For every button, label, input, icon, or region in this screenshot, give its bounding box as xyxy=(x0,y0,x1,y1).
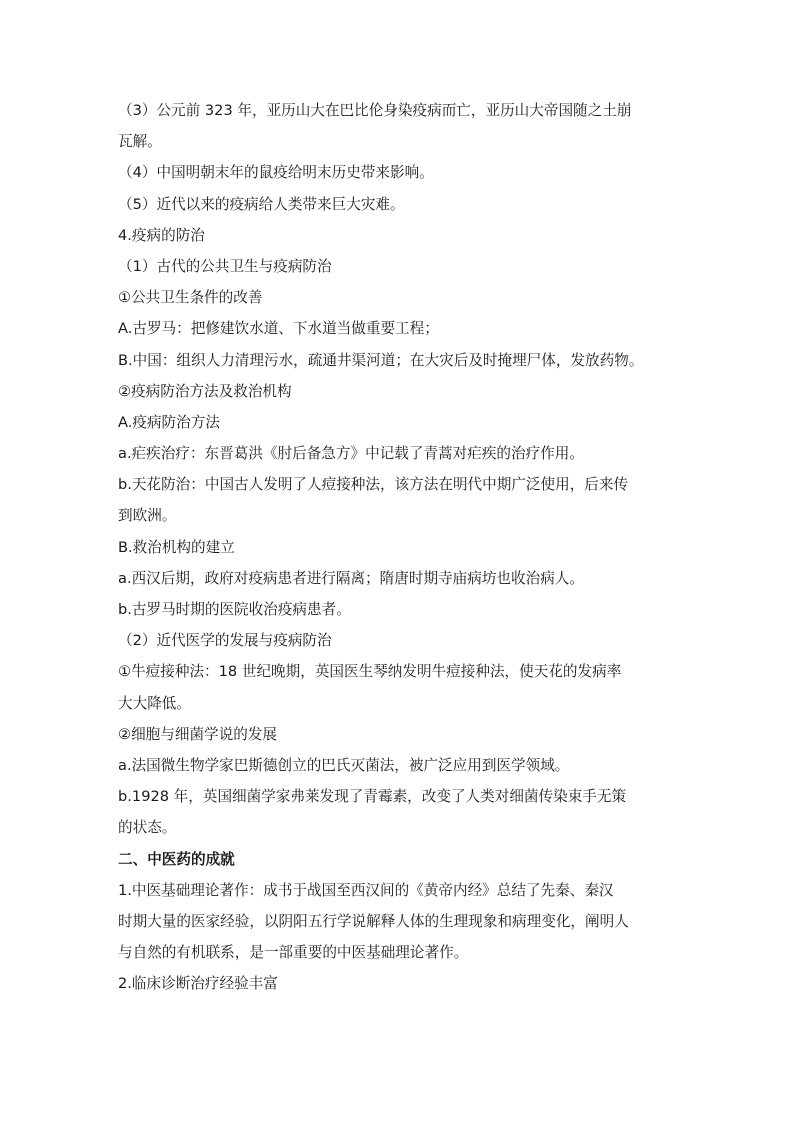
text-line: B.中国：组织人力清理污水，疏通井渠河道；在大灾后及时掩埋尸体，发放药物。 xyxy=(118,351,644,369)
text-line: 瓦解。 xyxy=(118,133,162,151)
text-line: （5）近代以来的疫病给人类带来巨大灾难。 xyxy=(118,195,405,213)
text-line: （3）公元前 323 年，亚历山大在巴比伦身染疫病而亡，亚历山大帝国随之土崩 xyxy=(118,102,632,119)
text-line: 1.中医基础理论著作：成书于战国至西汉间的《黄帝内经》总结了先秦、秦汉 xyxy=(118,881,614,899)
text-line: ①牛痘接种法：18 世纪晚期，英国医生琴纳发明牛痘接种法，使天花的发病率 xyxy=(118,663,622,681)
text-line: a.法国微生物学家巴斯德创立的巴氏灭菌法，被广泛应用到医学领域。 xyxy=(118,756,570,774)
text-line: 大大降低。 xyxy=(118,694,191,712)
text-line: 与自然的有机联系，是一部重要的中医基础理论著作。 xyxy=(118,944,469,962)
text-line: A.疫病防治方法 xyxy=(118,413,220,431)
text-line: b.天花防治：中国古人发明了人痘接种法，该方法在明代中期广泛使用，后来传 xyxy=(118,476,629,494)
text-line: a.西汉后期，政府对疫病患者进行隔离；隋唐时期寺庙病坊也收治病人。 xyxy=(118,569,584,587)
text-line: B.救治机构的建立 xyxy=(118,538,235,556)
text-line: 2.临床诊断治疗经验丰富 xyxy=(118,975,278,993)
text-line: ②细胞与细菌学说的发展 xyxy=(118,725,278,743)
section-heading: 二、中医药的成就 xyxy=(118,850,235,868)
text-line: （4）中国明朝末年的鼠疫给明末历史带来影响。 xyxy=(118,164,434,182)
document-body xyxy=(118,95,678,999)
text-line: （1）古代的公共卫生与疫病防治 xyxy=(118,257,332,275)
text-line: （2）近代医学的发展与疫病防治 xyxy=(118,632,332,650)
text-line: A.古罗马：把修建饮水道、下水道当做重要工程； xyxy=(118,320,439,338)
text-line: b.古罗马时期的医院收治疫病患者。 xyxy=(118,601,351,618)
text-line: 时期大量的医家经验，以阴阳五行学说解释人体的生理现象和病理变化，阐明人 xyxy=(118,912,629,930)
text-line: ①公共卫生条件的改善 xyxy=(118,289,263,307)
text-line: ②疫病防治方法及救治机构 xyxy=(118,382,292,400)
text-line: 4.疫病的防治 xyxy=(118,226,205,244)
text-line: 到欧洲。 xyxy=(118,507,177,525)
text-line: b.1928 年，英国细菌学家弗莱发现了青霉素，改变了人类对细菌传染束手无策 xyxy=(118,788,627,806)
text-line: a.疟疾治疗：东晋葛洪《肘后备急方》中记载了青蒿对疟疾的治疗作用。 xyxy=(118,445,584,463)
text-line: 的状态。 xyxy=(118,819,177,837)
